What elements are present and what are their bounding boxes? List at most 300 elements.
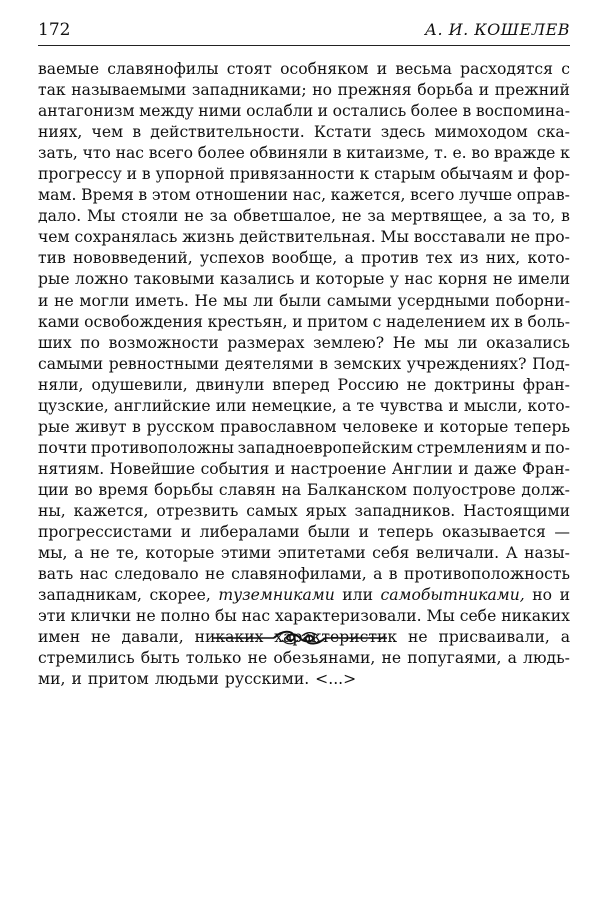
word: кото-	[527, 249, 570, 268]
word: и	[180, 523, 192, 542]
word: Россию	[337, 375, 399, 394]
word: землею?	[313, 333, 385, 352]
word: стремлениям	[416, 438, 528, 457]
word: а	[74, 544, 84, 563]
word: няли,	[38, 375, 84, 394]
word: имели	[517, 270, 570, 289]
word: имен	[38, 628, 81, 647]
word: крестьян,	[207, 312, 288, 331]
text-line	[38, 333, 570, 354]
word: тив	[38, 249, 66, 268]
word: долж-	[521, 480, 570, 499]
word: фор-	[533, 165, 570, 184]
word: за	[209, 207, 228, 226]
word: по-	[544, 438, 570, 457]
word: полно	[160, 607, 211, 626]
text-line	[38, 648, 570, 669]
word: сохранялась	[74, 228, 178, 247]
word: Мы	[380, 228, 409, 247]
word: полуострове	[412, 480, 516, 499]
word: или	[215, 396, 247, 415]
word: одушевили,	[91, 375, 188, 394]
word: привязанности	[229, 165, 355, 184]
word: характеризовали.	[274, 607, 422, 626]
text-line	[38, 206, 570, 227]
word: эпитетами	[277, 544, 366, 563]
text-line	[38, 164, 570, 185]
text-line	[38, 480, 570, 501]
text-line	[38, 501, 570, 522]
word: нятиям.	[38, 459, 105, 478]
word: почти	[38, 438, 88, 457]
word: притом	[307, 312, 369, 331]
word: которые	[145, 544, 215, 563]
word: этими	[220, 544, 272, 563]
word: нас	[241, 607, 271, 626]
word: в	[514, 312, 523, 331]
word: особняком	[280, 60, 369, 78]
word: присваивали,	[438, 628, 550, 647]
word: самых	[246, 501, 298, 520]
word: мы,	[38, 544, 68, 563]
word: ли	[457, 333, 478, 352]
word: в	[332, 144, 342, 163]
word: события	[200, 459, 270, 478]
word: таковыми	[133, 270, 215, 289]
text-line	[38, 269, 570, 290]
text-line	[38, 185, 570, 206]
word: мы	[222, 291, 248, 310]
word: нас	[79, 565, 109, 584]
word: православном	[220, 417, 337, 436]
word: здесь	[380, 123, 426, 142]
word: самобытниками,	[380, 586, 525, 605]
word: противоположны	[90, 438, 234, 457]
word: либералами	[199, 523, 300, 542]
word: самыми	[326, 291, 392, 310]
word: характеристик	[274, 628, 398, 647]
word: цузские,	[38, 396, 109, 415]
word: обычаям	[440, 165, 513, 184]
word: мам.	[38, 186, 77, 205]
word: отрезвить	[156, 501, 239, 520]
word: обвиняли	[249, 144, 329, 163]
text-line	[38, 291, 570, 312]
word: у	[389, 270, 399, 289]
word: в	[388, 565, 398, 584]
text-line	[38, 59, 570, 80]
word: бы	[214, 607, 237, 626]
word: боль-	[527, 312, 570, 331]
word: Под-	[532, 354, 570, 373]
word: упорной	[155, 165, 225, 184]
word: остались	[332, 102, 407, 121]
word: прежний	[494, 81, 570, 100]
word: и	[38, 291, 49, 310]
word: антагонизм	[38, 102, 135, 121]
word: вперед	[272, 375, 330, 394]
word: нас	[115, 144, 145, 163]
word: фран-	[522, 375, 570, 394]
word: и	[458, 459, 469, 478]
word: стояли	[121, 207, 179, 226]
text-line	[38, 417, 570, 438]
word: русскими.	[224, 670, 310, 689]
word: отношении	[195, 186, 289, 205]
word: не	[136, 607, 156, 626]
word: их	[490, 312, 510, 331]
word: ложно	[75, 270, 129, 289]
word: человеке	[342, 417, 418, 436]
word: ска-	[536, 123, 570, 142]
word: старым	[374, 165, 436, 184]
word: ны,	[38, 501, 66, 520]
text-line	[38, 438, 570, 459]
word: мимоходом	[434, 123, 528, 142]
word: ними	[198, 102, 242, 121]
word: <...>	[315, 670, 357, 689]
word: ции	[38, 480, 69, 499]
word: поборни-	[495, 291, 570, 310]
word: нас	[404, 270, 433, 289]
word: а	[507, 649, 517, 668]
ornament-flourish-icon	[212, 627, 387, 649]
word: вать	[38, 565, 74, 584]
word: самыми	[38, 354, 104, 373]
text-line	[38, 606, 570, 627]
word: Время	[81, 186, 134, 205]
word: действительности.	[150, 123, 305, 142]
text-line	[38, 101, 570, 122]
word: борьбы	[154, 480, 214, 499]
word: не	[184, 207, 204, 226]
word: называемыми	[71, 81, 187, 100]
word: ослабли	[246, 102, 314, 121]
word: кажется,	[73, 501, 149, 520]
text-line	[38, 122, 570, 143]
word: стоят	[226, 60, 272, 78]
word: западноевропейским	[237, 438, 413, 457]
word: и	[517, 165, 529, 184]
word: себе	[459, 607, 497, 626]
word: и	[71, 670, 82, 689]
word: чувства	[379, 396, 444, 415]
word: них,	[485, 249, 521, 268]
word: вражде	[494, 144, 556, 163]
word: корня	[438, 270, 488, 289]
text-line	[38, 248, 570, 269]
word: чем	[91, 123, 124, 142]
word: а	[493, 207, 503, 226]
word: лучше	[459, 186, 513, 205]
word: освобождения	[84, 312, 204, 331]
word: нововведений,	[73, 249, 193, 268]
word: которые	[439, 417, 509, 436]
word: так	[38, 81, 66, 100]
word: прогрессу	[38, 165, 122, 184]
word: ками	[38, 312, 80, 331]
word: обветшалое,	[233, 207, 336, 226]
word: рые	[38, 417, 70, 436]
word: противоположность	[403, 565, 570, 584]
word: ниях,	[38, 123, 83, 142]
text-line	[38, 459, 570, 480]
word: двинули	[195, 375, 265, 394]
word: обезьянами,	[273, 649, 376, 668]
word: более	[410, 102, 458, 121]
word: не	[91, 628, 111, 647]
page-number: 172	[38, 20, 71, 40]
word: нас,	[292, 186, 327, 205]
word: живут	[75, 417, 127, 436]
word: русском	[146, 417, 215, 436]
text-line	[38, 312, 570, 333]
word: за	[367, 207, 386, 226]
text-line	[38, 585, 570, 606]
word: те,	[116, 544, 139, 563]
word: эти	[38, 607, 66, 626]
word: с	[561, 60, 570, 78]
word: величали.	[415, 544, 500, 563]
word: жизнь	[182, 228, 235, 247]
word: деятелями	[224, 354, 314, 373]
word: не	[408, 628, 428, 647]
word: славянофилами,	[231, 565, 367, 584]
word: в	[141, 165, 151, 184]
word: кото-	[527, 396, 570, 415]
word: китаизме,	[346, 144, 430, 163]
word: за	[508, 207, 527, 226]
word: а	[344, 249, 354, 268]
word: никаких	[501, 607, 570, 626]
word: Не	[194, 291, 218, 310]
word: а	[373, 565, 383, 584]
word: теперь	[377, 523, 434, 542]
word: прежняя	[337, 81, 412, 100]
word: кажется,	[330, 186, 406, 205]
word: не	[247, 649, 268, 668]
word: не	[54, 291, 74, 310]
word: всего	[410, 186, 455, 205]
word: в	[132, 123, 142, 142]
word: Кстати	[313, 123, 372, 142]
text-line	[38, 354, 570, 375]
word: не	[406, 375, 427, 394]
word: т.	[434, 144, 448, 163]
word: успехов	[199, 249, 265, 268]
word: ярых	[305, 501, 347, 520]
word: то,	[532, 207, 556, 226]
word: что	[82, 144, 111, 163]
word: западников.	[354, 501, 456, 520]
word: ми,	[38, 670, 66, 689]
word: стремились	[38, 649, 135, 668]
word: иметь.	[135, 291, 189, 310]
word: в	[319, 354, 329, 373]
word: могли	[79, 291, 130, 310]
text-line	[38, 522, 570, 543]
word: и	[358, 523, 370, 542]
running-head: А. И. КОШЕЛЕВ	[424, 20, 570, 39]
word: размерах	[227, 333, 305, 352]
word: попугаями,	[407, 649, 502, 668]
word: к	[560, 144, 570, 163]
word: воспомина-	[475, 102, 570, 121]
word: не	[205, 565, 225, 584]
word: в	[138, 186, 148, 205]
text-line	[38, 669, 570, 690]
word: рые	[38, 270, 70, 289]
word: в	[462, 102, 472, 121]
word: не	[510, 228, 531, 247]
word: прогрессистами	[38, 523, 173, 542]
word: мертвящее,	[391, 207, 488, 226]
word: которые	[315, 270, 385, 289]
word: славян	[218, 480, 276, 499]
word: А	[505, 544, 518, 563]
word: против	[360, 249, 419, 268]
word: но	[312, 81, 332, 100]
word: во	[471, 144, 490, 163]
word: ших	[38, 333, 72, 352]
word: ревностными	[108, 354, 220, 373]
text-line	[38, 80, 570, 101]
page-header	[38, 16, 570, 46]
word: английские	[113, 396, 211, 415]
word: Новейшие	[109, 459, 196, 478]
word: этом	[151, 186, 191, 205]
word: и	[317, 102, 329, 121]
word: по	[80, 333, 101, 352]
word: и	[423, 417, 434, 436]
word: борьба	[417, 81, 474, 100]
word: и	[530, 438, 542, 457]
word: немецкие,	[251, 396, 337, 415]
word: и	[126, 165, 138, 184]
word: не	[492, 270, 513, 289]
word: ли	[253, 291, 274, 310]
word: всего	[148, 144, 194, 163]
word: Фран-	[522, 459, 570, 478]
word: и	[448, 396, 459, 415]
word: западникам,	[38, 586, 143, 605]
word: настроение	[290, 459, 387, 478]
word: а	[342, 396, 352, 415]
word: из	[459, 249, 479, 268]
word: туземниками	[218, 586, 335, 605]
word: восставали	[413, 228, 506, 247]
word: не	[341, 207, 362, 226]
word: Не	[392, 333, 416, 352]
body-text	[38, 59, 570, 690]
word: между	[139, 102, 194, 121]
word: скорее,	[149, 586, 211, 605]
word: действительная.	[239, 228, 376, 247]
word: во	[74, 480, 93, 499]
word: е.	[452, 144, 467, 163]
word: расходятся	[460, 60, 554, 78]
word: на	[281, 480, 302, 499]
word: тех	[425, 249, 453, 268]
word: оправ-	[516, 186, 570, 205]
word: чем	[38, 228, 70, 247]
word: ваемые	[38, 60, 100, 78]
word: быть	[140, 649, 180, 668]
word: доктрины	[434, 375, 515, 394]
word: людьми	[154, 670, 219, 689]
word: и	[559, 586, 570, 605]
word: те	[356, 396, 375, 415]
header-rule	[38, 45, 570, 46]
word: себя	[372, 544, 410, 563]
word: и	[376, 60, 388, 78]
word: про-	[534, 228, 570, 247]
word: к	[359, 165, 370, 184]
word: учреждениях?	[406, 354, 527, 373]
word: людь-	[523, 649, 570, 668]
word: даже	[474, 459, 517, 478]
word: земских	[333, 354, 402, 373]
word: западниками;	[191, 81, 307, 100]
word: мы	[424, 333, 449, 352]
word: наделением	[385, 312, 486, 331]
word: притом	[87, 670, 149, 689]
word: оказались	[486, 333, 570, 352]
word: в	[132, 417, 141, 436]
word: и	[478, 81, 490, 100]
word: оказывается	[441, 523, 546, 542]
word: не	[89, 544, 110, 563]
word: давали,	[121, 628, 184, 647]
word: мысли,	[463, 396, 523, 415]
word: не	[381, 649, 402, 668]
word: и	[292, 312, 303, 331]
text-line	[38, 143, 570, 164]
word: никаких	[194, 628, 264, 647]
text-line	[38, 375, 570, 396]
word: следовало	[114, 565, 199, 584]
word: в	[561, 207, 570, 226]
word: Балканском	[306, 480, 408, 499]
text-line	[38, 564, 570, 585]
word: Настоящими	[463, 501, 570, 520]
word: усердными	[397, 291, 490, 310]
word: теперь	[513, 417, 570, 436]
text-line	[38, 543, 570, 564]
text-line	[38, 227, 570, 248]
word: более	[197, 144, 245, 163]
word: дало.	[38, 207, 82, 226]
word: были	[279, 291, 322, 310]
word: Мы	[87, 207, 116, 226]
word: —	[554, 523, 570, 542]
word: или	[342, 586, 373, 605]
word: казались	[220, 270, 295, 289]
word: Англии	[391, 459, 453, 478]
word: были	[308, 523, 351, 542]
word: и	[299, 270, 311, 289]
word: славянофилы	[107, 60, 219, 78]
word: а	[560, 628, 570, 647]
word: назы-	[524, 544, 570, 563]
word: с	[372, 312, 382, 331]
word: время	[98, 480, 149, 499]
word: но	[532, 586, 553, 605]
word: только	[185, 649, 242, 668]
text-line	[38, 396, 570, 417]
word: возможности	[108, 333, 219, 352]
word: и	[274, 459, 286, 478]
